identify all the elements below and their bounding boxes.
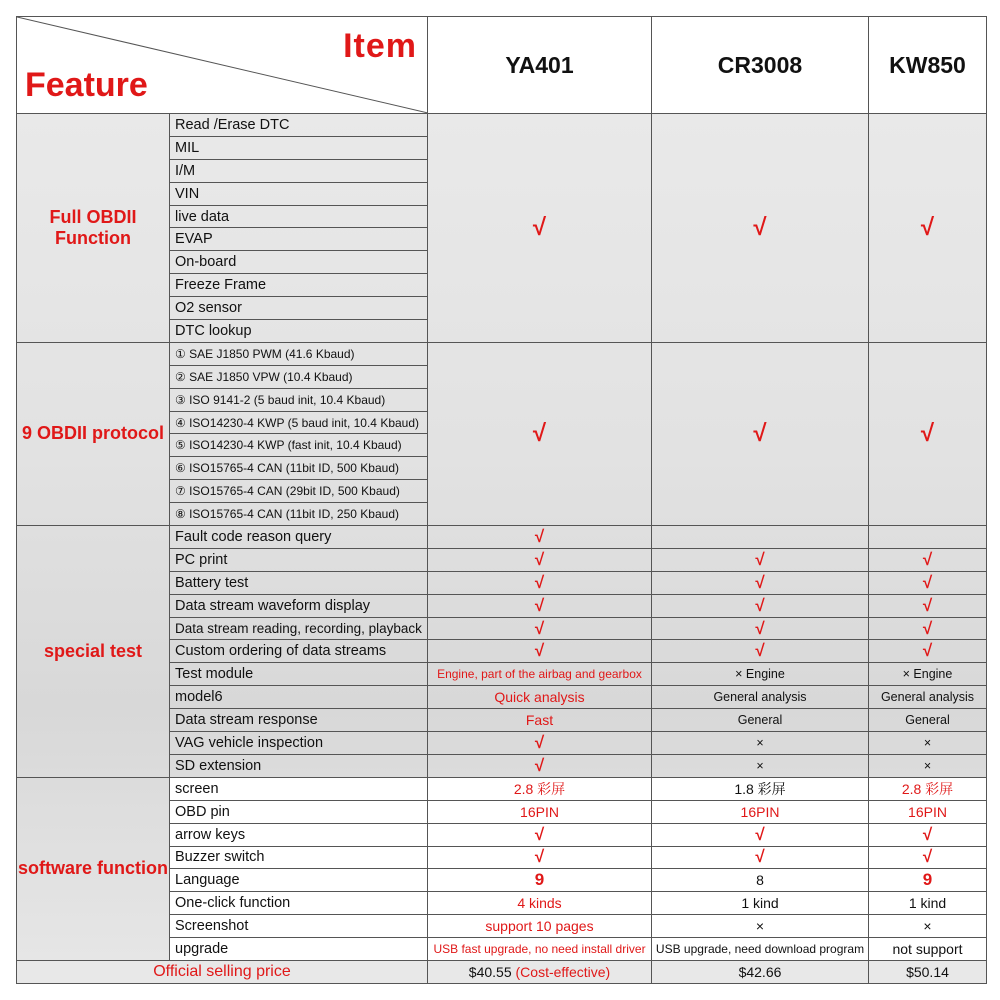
kw850-value: General xyxy=(869,709,987,732)
model-kw850: KW850 xyxy=(869,17,987,114)
feature-label: O2 sensor xyxy=(170,297,428,320)
kw850-value: √ xyxy=(869,571,987,594)
ya401-value: Engine, part of the airbag and gearbox xyxy=(428,663,652,686)
corner-cell xyxy=(17,17,428,114)
feature-label: DTC lookup xyxy=(170,320,428,343)
feature-label: ② SAE J1850 VPW (10.4 Kbaud) xyxy=(170,365,428,388)
section-title-obd: Full OBDII Function xyxy=(17,114,170,343)
ya401-value: 2.8 彩屏 xyxy=(428,777,652,800)
cr3008-value: √ xyxy=(652,823,869,846)
cr3008-value xyxy=(652,526,869,549)
ya401-value: 16PIN xyxy=(428,800,652,823)
item-label: Item xyxy=(343,27,417,65)
feature-label: One-click function xyxy=(170,892,428,915)
feature-label: ③ ISO 9141-2 (5 baud init, 10.4 Kbaud) xyxy=(170,388,428,411)
kw850-value xyxy=(869,526,987,549)
feature-label: PC print xyxy=(170,548,428,571)
feature-label: Feature xyxy=(25,66,148,104)
model-cr3008: CR3008 xyxy=(652,17,869,114)
cr3008-value: USB upgrade, need download program xyxy=(652,938,869,961)
ya401-value: USB fast upgrade, no need install driver xyxy=(428,938,652,961)
obd-cr3008-value: √ xyxy=(652,114,869,343)
model-ya401: YA401 xyxy=(428,17,652,114)
table-row xyxy=(17,114,987,137)
ya401-value: support 10 pages xyxy=(428,915,652,938)
cr3008-value: √ xyxy=(652,846,869,869)
table-row xyxy=(17,777,987,800)
cr3008-value: × xyxy=(652,915,869,938)
feature-label: screen xyxy=(170,777,428,800)
feature-label: ④ ISO14230-4 KWP (5 baud init, 10.4 Kbaud) xyxy=(170,411,428,434)
comparison-table xyxy=(16,16,987,984)
kw850-value: General analysis xyxy=(869,686,987,709)
ya401-value: √ xyxy=(428,732,652,755)
feature-label: upgrade xyxy=(170,938,428,961)
cr3008-value: × Engine xyxy=(652,663,869,686)
ya401-value: 9 xyxy=(428,869,652,892)
feature-label: Screenshot xyxy=(170,915,428,938)
feature-label: model6 xyxy=(170,686,428,709)
cr3008-value: √ xyxy=(652,594,869,617)
cr3008-value: √ xyxy=(652,571,869,594)
kw850-value: × xyxy=(869,754,987,777)
ya401-price-note: (Cost-effective) xyxy=(515,963,611,980)
cr3008-value: × xyxy=(652,754,869,777)
feature-label: Fault code reason query xyxy=(170,526,428,549)
cr3008-value: 8 xyxy=(652,869,869,892)
cr3008-value: General analysis xyxy=(652,686,869,709)
cr3008-value: √ xyxy=(652,617,869,640)
feature-label: Buzzer switch xyxy=(170,846,428,869)
ya401-value: √ xyxy=(428,640,652,663)
cr3008-value: 1.8 彩屏 xyxy=(652,777,869,800)
feature-label: Battery test xyxy=(170,571,428,594)
ya401-value: √ xyxy=(428,526,652,549)
ya401-value: √ xyxy=(428,548,652,571)
header-row xyxy=(17,17,987,114)
feature-label: Custom ordering of data streams xyxy=(170,640,428,663)
ya401-value: 4 kinds xyxy=(428,892,652,915)
feature-label: On-board xyxy=(170,251,428,274)
feature-label: Data stream response xyxy=(170,709,428,732)
ya401-value: Quick analysis xyxy=(428,686,652,709)
cr3008-value: √ xyxy=(652,640,869,663)
ya401-value: √ xyxy=(428,571,652,594)
kw850-value: √ xyxy=(869,823,987,846)
feature-label: Language xyxy=(170,869,428,892)
feature-label: ⑥ ISO15765-4 CAN (11bit ID, 500 Kbaud) xyxy=(170,457,428,480)
ya401-value: √ xyxy=(428,846,652,869)
cr3008-value: General xyxy=(652,709,869,732)
feature-label: MIL xyxy=(170,136,428,159)
ya401-value: √ xyxy=(428,823,652,846)
kw850-value: 1 kind xyxy=(869,892,987,915)
kw850-value: √ xyxy=(869,617,987,640)
table-row xyxy=(17,342,987,365)
feature-label: EVAP xyxy=(170,228,428,251)
ya401-price-amount: $40.55 xyxy=(468,963,512,980)
kw850-value: √ xyxy=(869,846,987,869)
feature-label: arrow keys xyxy=(170,823,428,846)
ya401-value: √ xyxy=(428,754,652,777)
ya401-value: √ xyxy=(428,617,652,640)
feature-label: Data stream reading, recording, playback xyxy=(170,617,428,640)
obd-ya401-value: √ xyxy=(428,114,652,343)
kw850-value: 16PIN xyxy=(869,800,987,823)
feature-label: VIN xyxy=(170,182,428,205)
kw850-value: 2.8 彩屏 xyxy=(869,777,987,800)
feature-label: Data stream waveform display xyxy=(170,594,428,617)
price-row xyxy=(17,960,987,983)
kw850-value: √ xyxy=(869,640,987,663)
feature-label: live data xyxy=(170,205,428,228)
kw850-value: × xyxy=(869,915,987,938)
ya401-price xyxy=(428,960,652,983)
ya401-value: Fast xyxy=(428,709,652,732)
feature-label: ⑦ ISO15765-4 CAN (29bit ID, 500 Kbaud) xyxy=(170,480,428,503)
feature-label: I/M xyxy=(170,159,428,182)
kw850-price: $50.14 xyxy=(869,960,987,983)
protocol-ya401-value: √ xyxy=(428,342,652,525)
section-title-protocol: 9 OBDII protocol xyxy=(17,342,170,525)
kw850-value: 9 xyxy=(869,869,987,892)
table-row xyxy=(17,526,987,549)
kw850-value: √ xyxy=(869,594,987,617)
feature-label: Read /Erase DTC xyxy=(170,114,428,137)
ya401-value: √ xyxy=(428,594,652,617)
protocol-kw850-value: √ xyxy=(869,342,987,525)
protocol-cr3008-value: √ xyxy=(652,342,869,525)
feature-label: Test module xyxy=(170,663,428,686)
feature-label: OBD pin xyxy=(170,800,428,823)
kw850-value: not support xyxy=(869,938,987,961)
cr3008-value: √ xyxy=(652,548,869,571)
section-title-software: software function xyxy=(17,777,170,960)
kw850-value: × Engine xyxy=(869,663,987,686)
price-label: Official selling price xyxy=(17,960,428,983)
cr3008-value: × xyxy=(652,732,869,755)
cr3008-price: $42.66 xyxy=(652,960,869,983)
cr3008-value: 1 kind xyxy=(652,892,869,915)
cr3008-value: 16PIN xyxy=(652,800,869,823)
obd-kw850-value: √ xyxy=(869,114,987,343)
section-title-special: special test xyxy=(17,526,170,778)
feature-label: ⑤ ISO14230-4 KWP (fast init, 10.4 Kbaud) xyxy=(170,434,428,457)
feature-label: Freeze Frame xyxy=(170,274,428,297)
feature-label: VAG vehicle inspection xyxy=(170,732,428,755)
kw850-value: √ xyxy=(869,548,987,571)
feature-label: ⑧ ISO15765-4 CAN (11bit ID, 250 Kbaud) xyxy=(170,503,428,526)
feature-label: ① SAE J1850 PWM (41.6 Kbaud) xyxy=(170,342,428,365)
feature-label: SD extension xyxy=(170,754,428,777)
kw850-value: × xyxy=(869,732,987,755)
